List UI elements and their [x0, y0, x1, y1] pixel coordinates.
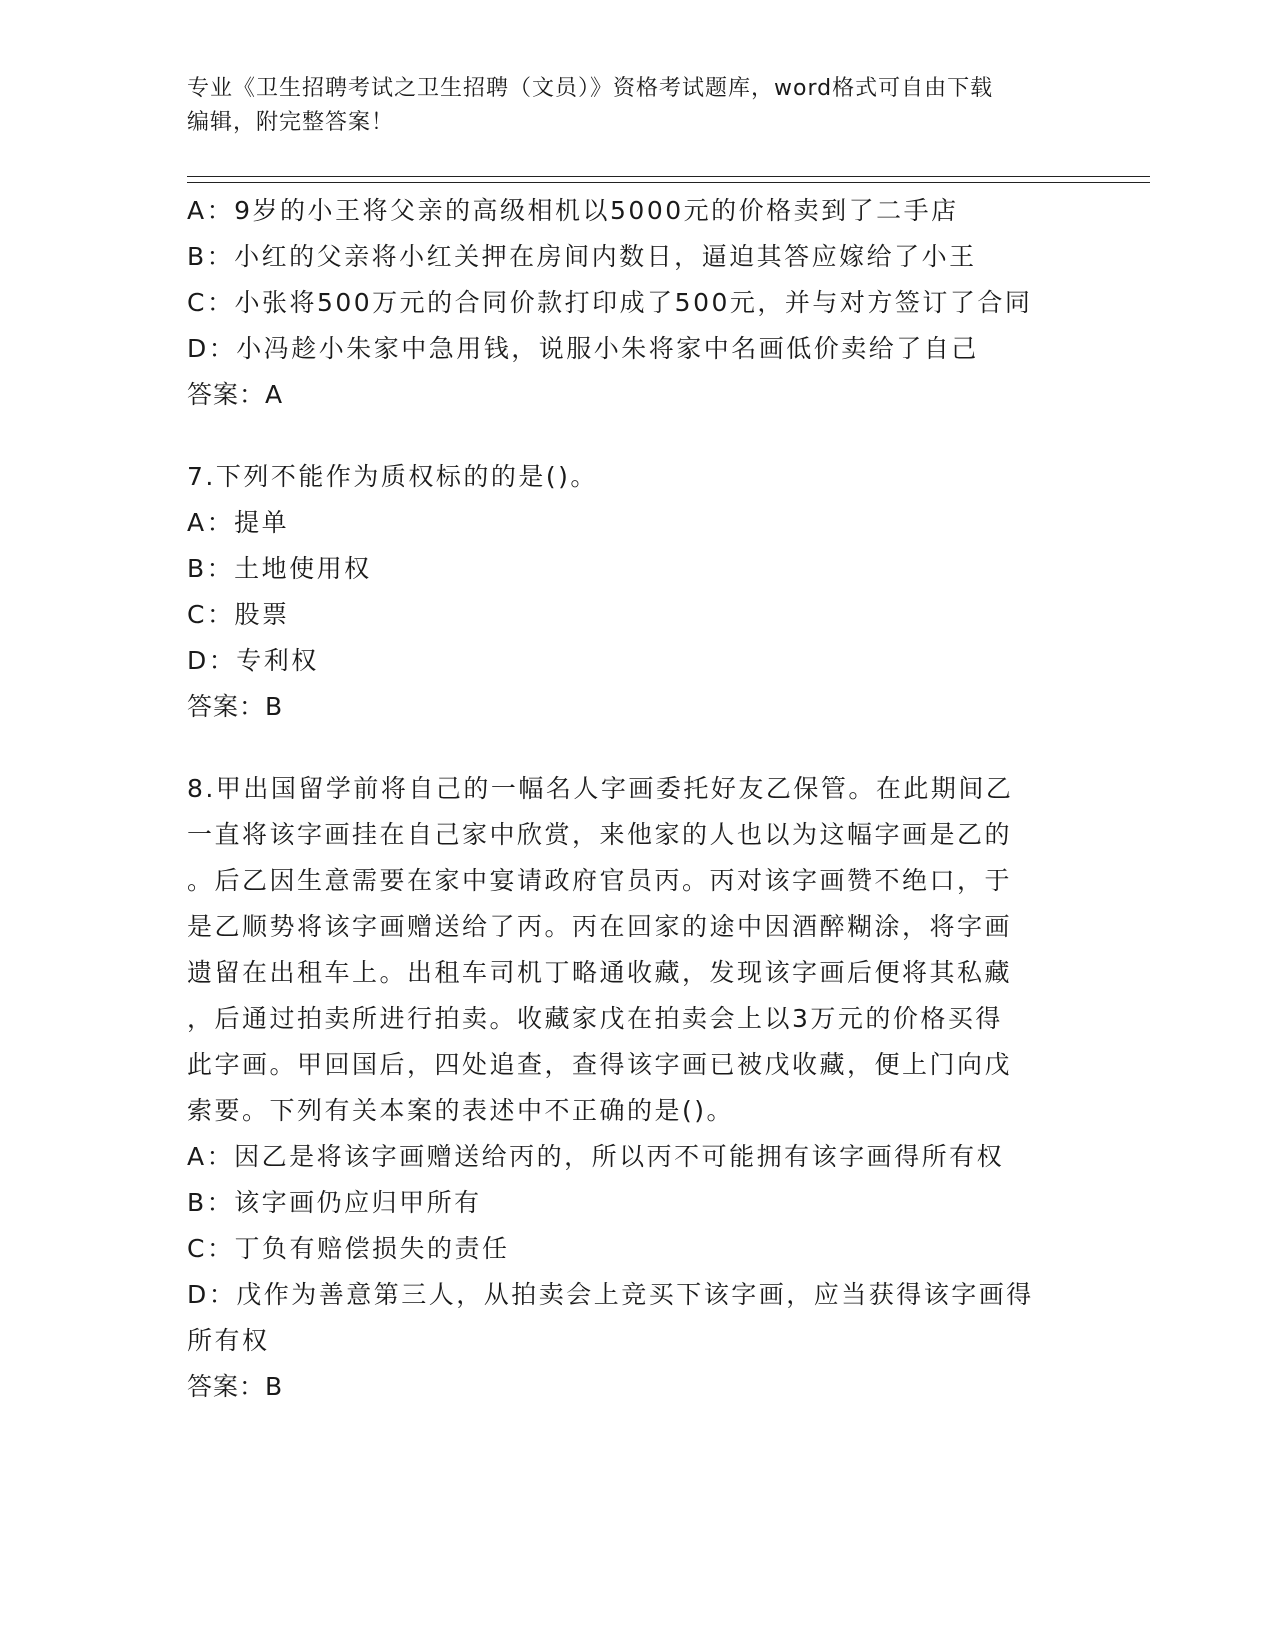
document-body [187, 188, 1087, 1410]
header-divider-bottom [187, 182, 1150, 183]
q7-answer: 答案：B [187, 692, 284, 721]
question-7 [187, 454, 1087, 730]
q8-question-line: ，后通过拍卖所进行拍卖。收藏家戊在拍卖会上以3万元的价格买得 [187, 1004, 1003, 1033]
q6-option-b: B：小红的父亲将小红关押在房间内数日，逼迫其答应嫁给了小王 [187, 242, 977, 271]
q8-option-d: D：戊作为善意第三人，从拍卖会上竞买下该字画，应当获得该字画得 [187, 1280, 1034, 1309]
q7-option-b: B：土地使用权 [187, 554, 372, 583]
q7-question: 7.下列不能作为质权标的的是()。 [187, 462, 598, 491]
q8-question-line: 8.甲出国留学前将自己的一幅名人字画委托好友乙保管。在此期间乙 [187, 774, 1014, 803]
q8-question-line: 一直将该字画挂在自己家中欣赏，来他家的人也以为这幅字画是乙的 [187, 820, 1013, 849]
q8-option-a: A：因乙是将该字画赠送给丙的，所以丙不可能拥有该字画得所有权 [187, 1142, 1005, 1171]
q6-option-c: C：小张将500万元的合同价款打印成了500元，并与对方签订了合同 [187, 288, 1033, 317]
q7-option-d: D：专利权 [187, 646, 319, 675]
question-8 [187, 766, 1087, 1410]
header-line-1: 专业《卫生招聘考试之卫生招聘（文员）》资格考试题库，word格式可自由下载 [187, 76, 994, 101]
q7-option-a: A：提单 [187, 508, 290, 537]
q6-option-a: A：9岁的小王将父亲的高级相机以5000元的价格卖到了二手店 [187, 196, 959, 225]
q8-option-b: B：该字画仍应归甲所有 [187, 1188, 482, 1217]
q8-question-line: 遗留在出租车上。出租车司机丁略通收藏，发现该字画后便将其私藏 [187, 958, 1013, 987]
q8-option-d-continued: 所有权 [187, 1326, 270, 1355]
q8-question-line: 。后乙因生意需要在家中宴请政府官员丙。丙对该字画赞不绝口，于 [187, 866, 1013, 895]
q8-option-c: C：丁负有赔偿损失的责任 [187, 1234, 510, 1263]
document-header [187, 72, 1087, 140]
q6-option-d: D：小冯趁小朱家中急用钱，说服小朱将家中名画低价卖给了自己 [187, 334, 979, 363]
header-line-2: 编辑，附完整答案！ [187, 110, 395, 135]
q6-answer: 答案：A [187, 380, 284, 409]
q8-answer: 答案：B [187, 1372, 284, 1401]
q8-question-line: 索要。下列有关本案的表述中不正确的是()。 [187, 1096, 735, 1125]
header-divider-top [187, 176, 1150, 177]
q7-option-c: C：股票 [187, 600, 290, 629]
q8-question-line: 此字画。甲回国后，四处追查，查得该字画已被戊收藏，便上门向戊 [187, 1050, 1013, 1079]
q8-question-line: 是乙顺势将该字画赠送给了丙。丙在回家的途中因酒醉糊涂，将字画 [187, 912, 1013, 941]
question-6 [187, 188, 1087, 418]
